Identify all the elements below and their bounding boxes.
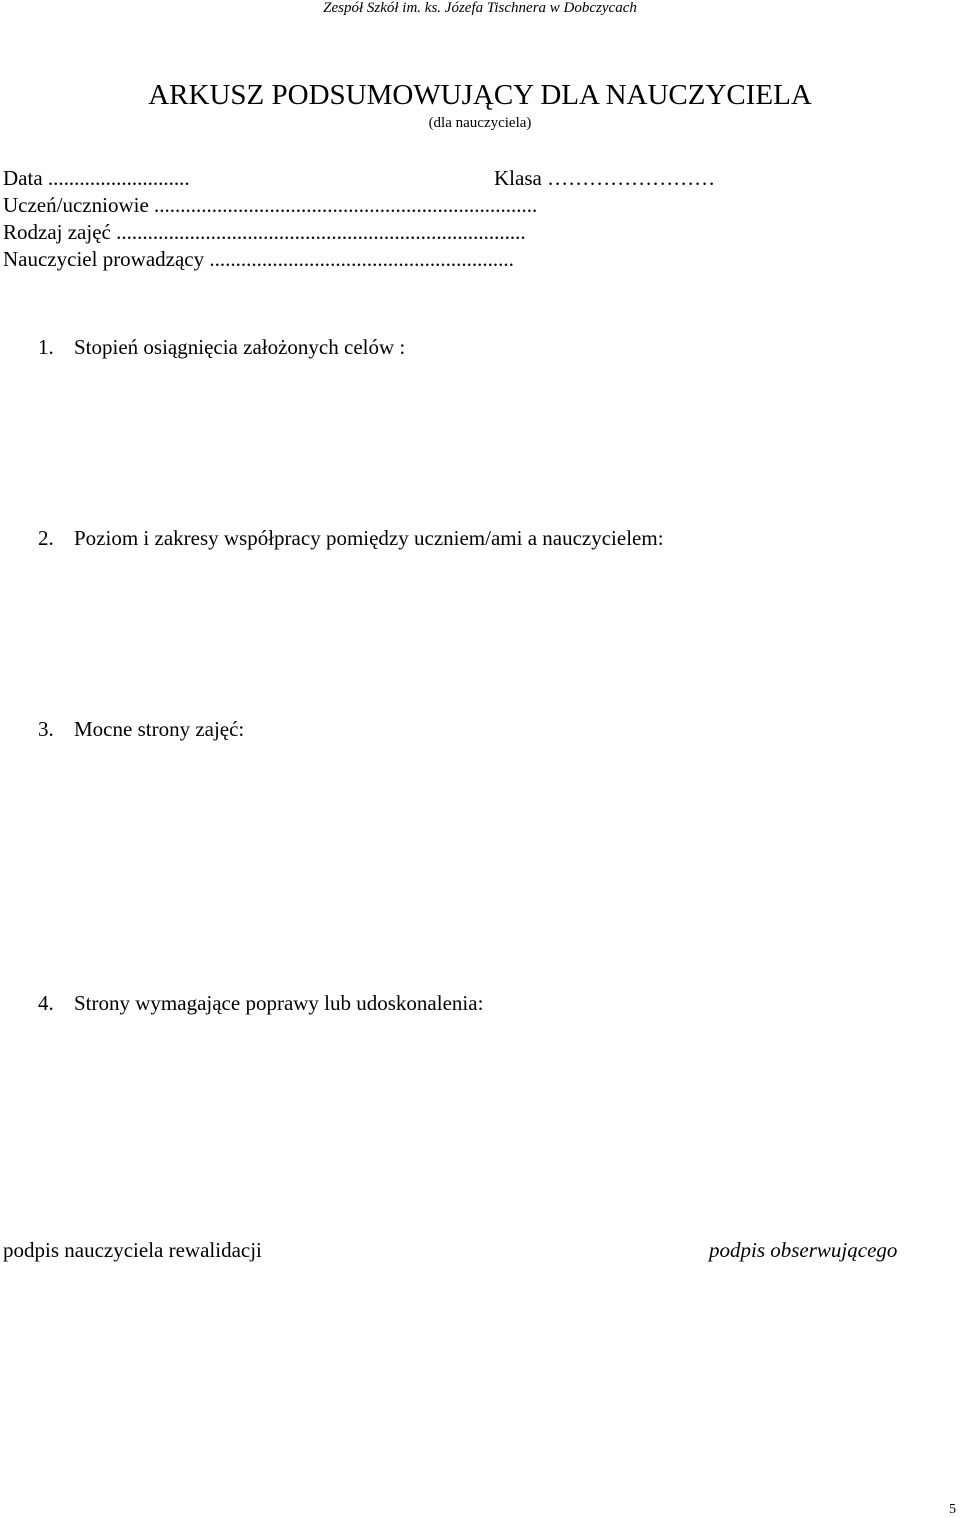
- date-field: Data ...........................: [3, 166, 190, 190]
- section-number: 4.: [38, 991, 54, 1015]
- document-subtitle: (dla nauczyciela): [428, 115, 532, 131]
- document-title: ARKUSZ PODSUMOWUJĄCY DLA NAUCZYCIELA: [148, 79, 812, 111]
- section-heading: Strony wymagające poprawy lub udoskonalenia:: [74, 991, 484, 1015]
- section-heading: Poziom i zakresy współpracy pomiędzy uczniem/ami a nauczycielem:: [74, 526, 664, 550]
- activity-type-field: Rodzaj zajęć ..............................................................................: [3, 220, 526, 244]
- section-cooperation: [38, 525, 664, 551]
- section-goals: [38, 334, 405, 360]
- students-field: Uczeń/uczniowie .........................................................................: [3, 193, 538, 217]
- school-header: Zespół Szkół im. ks. Józefa Tischnera w Dobczycach: [323, 0, 637, 16]
- class-field: Klasa ……………………: [494, 166, 716, 190]
- page-number: 5: [949, 1502, 956, 1517]
- section-heading: Stopień osiągnięcia założonych celów :: [74, 335, 406, 359]
- section-strengths: [38, 716, 244, 742]
- teacher-field: Nauczyciel prowadzący ..........................................................: [3, 247, 514, 271]
- section-number: 3.: [38, 717, 54, 741]
- section-heading: Mocne strony zajęć:: [74, 717, 245, 741]
- section-number: 2.: [38, 526, 54, 550]
- section-improvements: [38, 990, 483, 1016]
- signature-observer: podpis obserwującego: [709, 1238, 898, 1262]
- section-number: 1.: [38, 335, 54, 359]
- signature-teacher: podpis nauczyciela rewalidacji: [3, 1238, 262, 1262]
